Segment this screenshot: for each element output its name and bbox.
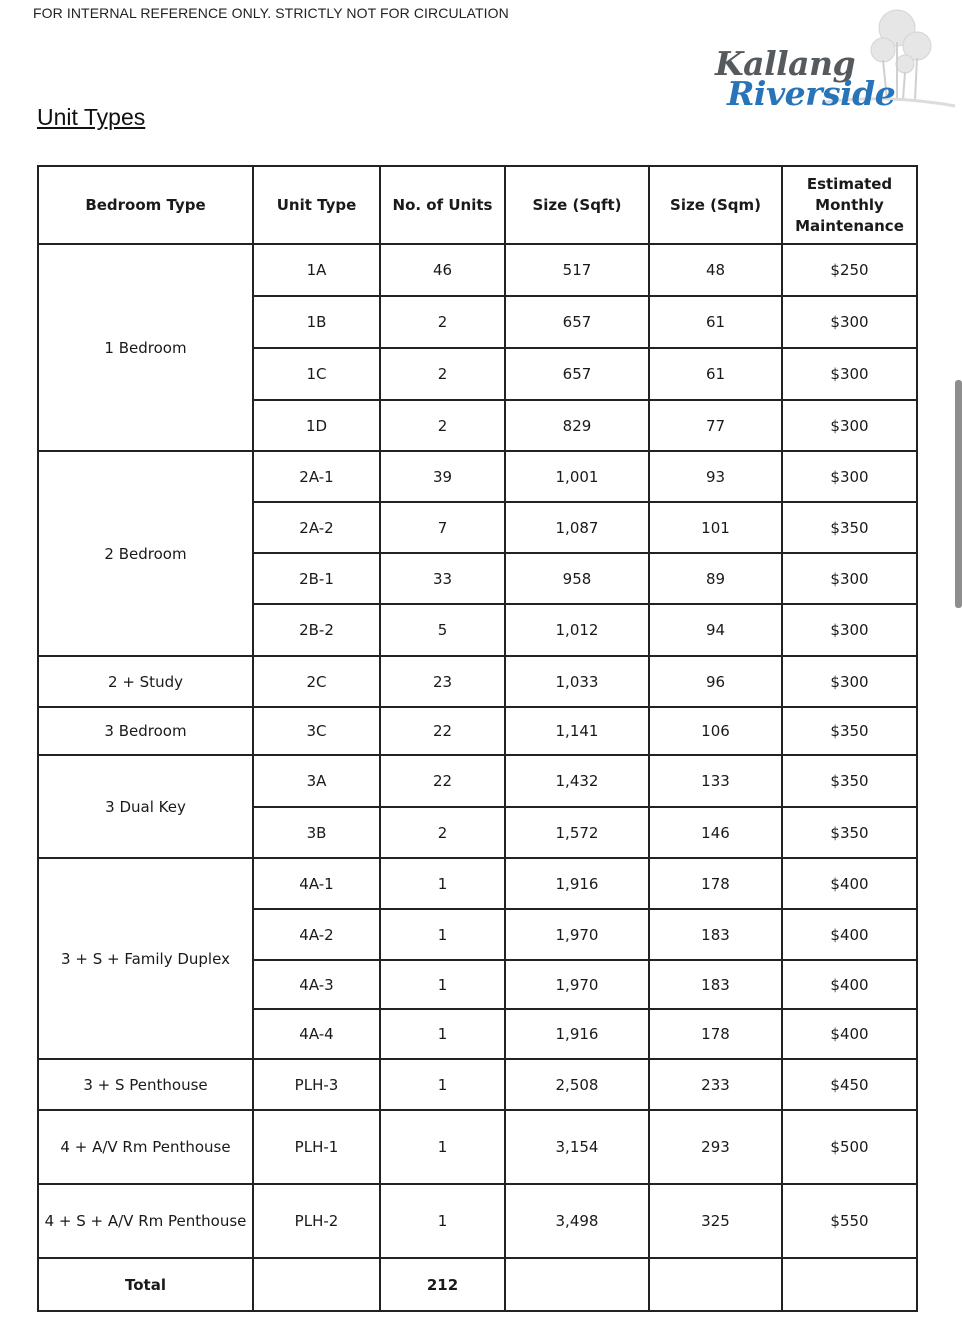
size-sqft-cell: 517: [505, 244, 649, 296]
size-sqft-cell: 657: [505, 348, 649, 400]
kallang-riverside-logo: [705, 2, 960, 117]
size-sqft-cell: 1,916: [505, 1009, 649, 1059]
unit-count-cell: 46: [380, 244, 505, 296]
maintenance-cell: $300: [782, 348, 917, 400]
bedroom-type-cell: 2 Bedroom: [38, 451, 253, 656]
size-sqm-cell: 146: [649, 807, 782, 858]
size-sqft-cell: 1,970: [505, 909, 649, 960]
bedroom-type-cell: 1 Bedroom: [38, 244, 253, 451]
unit-count-cell: 1: [380, 909, 505, 960]
size-sqm-cell: 61: [649, 296, 782, 348]
size-sqm-cell: 183: [649, 960, 782, 1009]
bedroom-type-cell: 3 + S Penthouse: [38, 1059, 253, 1110]
maintenance-cell: $400: [782, 858, 917, 909]
unit-count-cell: 7: [380, 502, 505, 553]
total-maint-cell: [782, 1258, 917, 1311]
table-header-row: [38, 166, 917, 244]
maintenance-cell: $400: [782, 909, 917, 960]
total-count-cell: 212: [380, 1258, 505, 1311]
size-sqm-cell: 293: [649, 1110, 782, 1184]
maintenance-cell: $300: [782, 604, 917, 656]
total-label-cell: Total: [38, 1258, 253, 1311]
bedroom-type-cell: 2 + Study: [38, 656, 253, 707]
unit-type-cell: 4A-4: [253, 1009, 380, 1059]
bedroom-type-cell: 4 + S + A/V Rm Penthouse: [38, 1184, 253, 1258]
maintenance-cell: $300: [782, 553, 917, 604]
column-header: Bedroom Type: [38, 166, 253, 244]
table-row: [38, 707, 917, 755]
unit-count-cell: 2: [380, 807, 505, 858]
size-sqm-cell: 178: [649, 858, 782, 909]
unit-count-cell: 22: [380, 755, 505, 807]
size-sqm-cell: 89: [649, 553, 782, 604]
table-row: [38, 858, 917, 909]
column-header: No. of Units: [380, 166, 505, 244]
unit-type-cell: 2C: [253, 656, 380, 707]
column-header: Unit Type: [253, 166, 380, 244]
maintenance-cell: $400: [782, 960, 917, 1009]
size-sqm-cell: 77: [649, 400, 782, 451]
size-sqft-cell: 2,508: [505, 1059, 649, 1110]
unit-count-cell: 5: [380, 604, 505, 656]
unit-type-cell: 2B-2: [253, 604, 380, 656]
internal-notice: FOR INTERNAL REFERENCE ONLY. STRICTLY NOT FOR CIRCULATION: [33, 5, 509, 21]
unit-type-cell: 4A-1: [253, 858, 380, 909]
table-row: [38, 1059, 917, 1110]
maintenance-cell: $300: [782, 656, 917, 707]
maintenance-cell: $450: [782, 1059, 917, 1110]
maintenance-cell: $300: [782, 296, 917, 348]
unit-count-cell: 1: [380, 1009, 505, 1059]
size-sqm-cell: 183: [649, 909, 782, 960]
unit-type-cell: 1C: [253, 348, 380, 400]
table-row: [38, 1110, 917, 1184]
size-sqm-cell: 96: [649, 656, 782, 707]
unit-count-cell: 1: [380, 858, 505, 909]
size-sqm-cell: 133: [649, 755, 782, 807]
column-header: Size (Sqm): [649, 166, 782, 244]
unit-count-cell: 1: [380, 1059, 505, 1110]
maintenance-cell: $350: [782, 755, 917, 807]
maintenance-cell: $350: [782, 807, 917, 858]
table-row: [38, 656, 917, 707]
unit-count-cell: 2: [380, 400, 505, 451]
unit-type-cell: 1A: [253, 244, 380, 296]
size-sqft-cell: 657: [505, 296, 649, 348]
size-sqm-cell: 325: [649, 1184, 782, 1258]
size-sqft-cell: 1,432: [505, 755, 649, 807]
size-sqft-cell: 3,154: [505, 1110, 649, 1184]
size-sqft-cell: 958: [505, 553, 649, 604]
column-header: Size (Sqft): [505, 166, 649, 244]
maintenance-cell: $400: [782, 1009, 917, 1059]
unit-type-cell: 1D: [253, 400, 380, 451]
total-unit-type-cell: [253, 1258, 380, 1311]
unit-type-cell: 3A: [253, 755, 380, 807]
size-sqm-cell: 93: [649, 451, 782, 502]
size-sqft-cell: 1,572: [505, 807, 649, 858]
bedroom-type-cell: 3 + S + Family Duplex: [38, 858, 253, 1059]
unit-type-cell: PLH-3: [253, 1059, 380, 1110]
unit-type-cell: 2B-1: [253, 553, 380, 604]
maintenance-cell: $300: [782, 451, 917, 502]
size-sqft-cell: 1,970: [505, 960, 649, 1009]
size-sqft-cell: 1,033: [505, 656, 649, 707]
size-sqft-cell: 1,141: [505, 707, 649, 755]
size-sqft-cell: 829: [505, 400, 649, 451]
unit-type-cell: 3B: [253, 807, 380, 858]
logo-word-riverside: Riverside: [727, 74, 896, 113]
size-sqm-cell: 106: [649, 707, 782, 755]
bedroom-type-cell: 3 Dual Key: [38, 755, 253, 858]
unit-types-table: [37, 165, 918, 1312]
table-body: [38, 244, 917, 1311]
table-row: [38, 755, 917, 807]
unit-type-cell: 2A-2: [253, 502, 380, 553]
unit-type-cell: 3C: [253, 707, 380, 755]
size-sqm-cell: 178: [649, 1009, 782, 1059]
unit-count-cell: 39: [380, 451, 505, 502]
unit-count-cell: 1: [380, 1184, 505, 1258]
column-header: Estimated Monthly Maintenance: [782, 166, 917, 244]
maintenance-cell: $250: [782, 244, 917, 296]
unit-type-cell: 4A-2: [253, 909, 380, 960]
size-sqm-cell: 94: [649, 604, 782, 656]
table-row: [38, 451, 917, 502]
unit-count-cell: 22: [380, 707, 505, 755]
bedroom-type-cell: 3 Bedroom: [38, 707, 253, 755]
maintenance-cell: $550: [782, 1184, 917, 1258]
total-sqft-cell: [505, 1258, 649, 1311]
size-sqft-cell: 1,916: [505, 858, 649, 909]
size-sqft-cell: 3,498: [505, 1184, 649, 1258]
logo-word-kallang: Kallang: [715, 44, 856, 83]
table-row: [38, 244, 917, 296]
maintenance-cell: $350: [782, 707, 917, 755]
section-title: Unit Types: [37, 104, 146, 130]
total-sqm-cell: [649, 1258, 782, 1311]
unit-count-cell: 2: [380, 348, 505, 400]
unit-type-cell: 2A-1: [253, 451, 380, 502]
size-sqm-cell: 48: [649, 244, 782, 296]
unit-count-cell: 33: [380, 553, 505, 604]
unit-count-cell: 2: [380, 296, 505, 348]
unit-type-cell: 1B: [253, 296, 380, 348]
size-sqft-cell: 1,001: [505, 451, 649, 502]
scrollbar[interactable]: [955, 380, 962, 608]
table-row: [38, 1184, 917, 1258]
unit-type-cell: PLH-2: [253, 1184, 380, 1258]
size-sqft-cell: 1,012: [505, 604, 649, 656]
unit-count-cell: 1: [380, 960, 505, 1009]
size-sqm-cell: 61: [649, 348, 782, 400]
unit-type-cell: 4A-3: [253, 960, 380, 1009]
maintenance-cell: $350: [782, 502, 917, 553]
maintenance-cell: $500: [782, 1110, 917, 1184]
maintenance-cell: $300: [782, 400, 917, 451]
unit-count-cell: 1: [380, 1110, 505, 1184]
total-row: [38, 1258, 917, 1311]
size-sqm-cell: 101: [649, 502, 782, 553]
unit-count-cell: 23: [380, 656, 505, 707]
size-sqm-cell: 233: [649, 1059, 782, 1110]
size-sqft-cell: 1,087: [505, 502, 649, 553]
bedroom-type-cell: 4 + A/V Rm Penthouse: [38, 1110, 253, 1184]
unit-type-cell: PLH-1: [253, 1110, 380, 1184]
